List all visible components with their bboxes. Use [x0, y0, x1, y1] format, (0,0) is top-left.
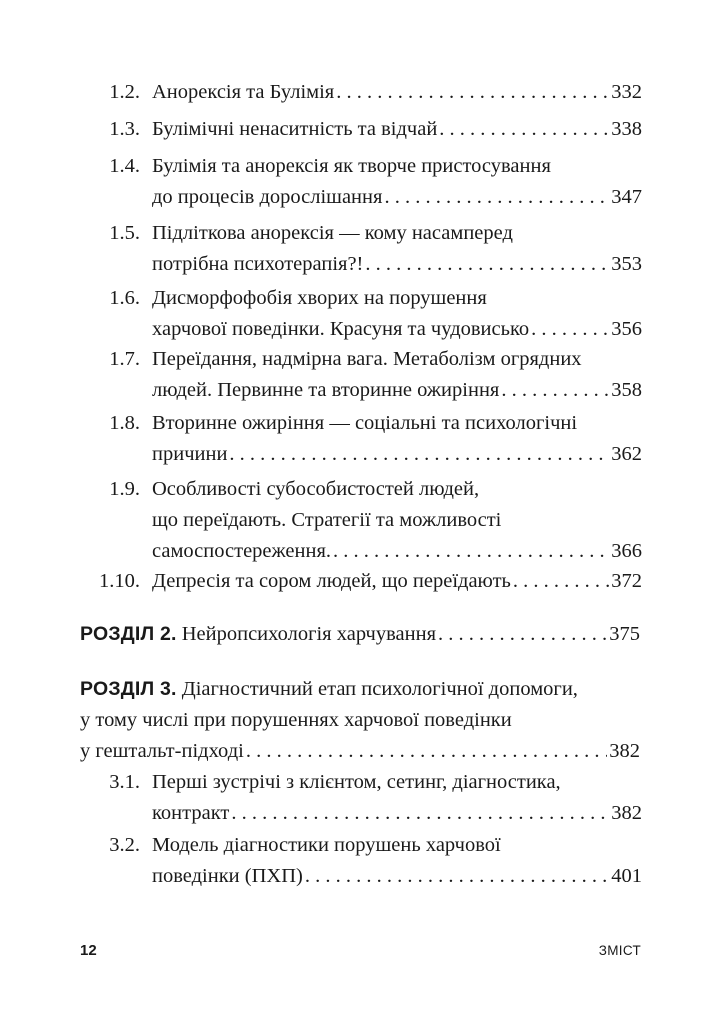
entry-title: Анорексія та Булімія [152, 81, 335, 103]
entry-title: контракт [152, 802, 230, 824]
page-number: 353 [611, 253, 642, 275]
dot-leader [439, 114, 609, 145]
entry-title-line: Особливості субособистостей людей, [152, 478, 480, 500]
entry-title: Депресія та сором людей, що переїдають [152, 570, 511, 592]
page-number: 366 [611, 540, 642, 562]
entry-number: 1.5. [109, 222, 140, 244]
entry-number: 1.9. [109, 478, 140, 500]
dot-leader [365, 249, 609, 280]
toc-chapter-3[interactable] [80, 674, 640, 767]
dot-leader [531, 314, 609, 345]
entry-title-line: Вторинне ожиріння — соціальні та психологічні [152, 412, 578, 434]
entry-title: до процесів дорослішання [152, 186, 383, 208]
entry-title: поведінки (ПХП) [152, 865, 303, 887]
entry-number: 1.7. [109, 348, 140, 370]
chapter-title-line: Діагностичний етап психологічної допомоги, [181, 678, 578, 700]
entry-title: причини [152, 443, 228, 465]
dot-leader [246, 736, 607, 767]
page-number: 358 [611, 379, 642, 401]
chapter-label: РОЗДІЛ 2. [80, 623, 177, 645]
chapter-title-line: у тому числі при порушеннях харчової поведінки [80, 709, 512, 731]
entry-title-line: Переїдання, надмірна вага. Метаболізм огрядних [152, 348, 582, 370]
dot-leader [438, 619, 607, 650]
dot-leader [333, 536, 609, 567]
page-number: 356 [611, 318, 642, 340]
page-number: 382 [611, 802, 642, 824]
dot-leader [305, 861, 609, 892]
dot-leader [229, 439, 609, 470]
entry-number: 1.3. [109, 118, 140, 140]
page-number: 401 [611, 865, 642, 887]
entry-number: 3.1. [109, 771, 140, 793]
entry-number: 1.4. [109, 155, 140, 177]
dot-leader [384, 182, 609, 213]
entry-title: людей. Первинне та вторинне ожиріння [152, 379, 500, 401]
entry-title-line: Перші зустрічі з клієнтом, сетинг, діагностика, [152, 771, 561, 793]
entry-number: 1.2. [109, 81, 140, 103]
entry-title-line: що переїдають. Стратегії та можливості [152, 509, 502, 531]
entry-title-line: Підліткова анорексія — кому насамперед [152, 222, 513, 244]
entry-title-line: Дисморфофобія хворих на порушення [152, 287, 487, 309]
page-number: 332 [611, 81, 642, 103]
chapter-title: у гештальт-підході [80, 740, 244, 762]
dot-leader [501, 375, 609, 406]
page-number: 382 [609, 740, 640, 762]
entry-title-line: Булімія та анорексія як творче пристосування [152, 155, 551, 177]
page-number: 372 [611, 570, 642, 592]
page-number: 362 [611, 443, 642, 465]
page-number: 347 [611, 186, 642, 208]
page-number: 375 [609, 623, 640, 645]
footer-page-number: 12 [80, 942, 97, 959]
page-number: 338 [611, 118, 642, 140]
entry-number: 1.10. [99, 570, 140, 592]
dot-leader [336, 77, 609, 108]
entry-title-line: Модель діагностики порушень харчової [152, 834, 501, 856]
chapter-title: Нейропсихологія харчування [181, 623, 436, 645]
entry-number: 1.8. [109, 412, 140, 434]
entry-number: 1.6. [109, 287, 140, 309]
footer-section-label: ЗМІСТ [598, 943, 641, 958]
chapter-label: РОЗДІЛ 3. [80, 678, 177, 700]
toc-chapter-2[interactable] [80, 619, 640, 650]
entry-number: 3.2. [109, 834, 140, 856]
dot-leader [231, 798, 609, 829]
entry-title: Булімічні ненаситність та відчай [152, 118, 438, 140]
entry-title: харчової поведінки. Красуня та чудовисько [152, 318, 530, 340]
entry-title: самоспостереження. [152, 540, 332, 562]
entry-title: потрібна психотерапія?! [152, 253, 364, 275]
dot-leader [513, 566, 609, 597]
